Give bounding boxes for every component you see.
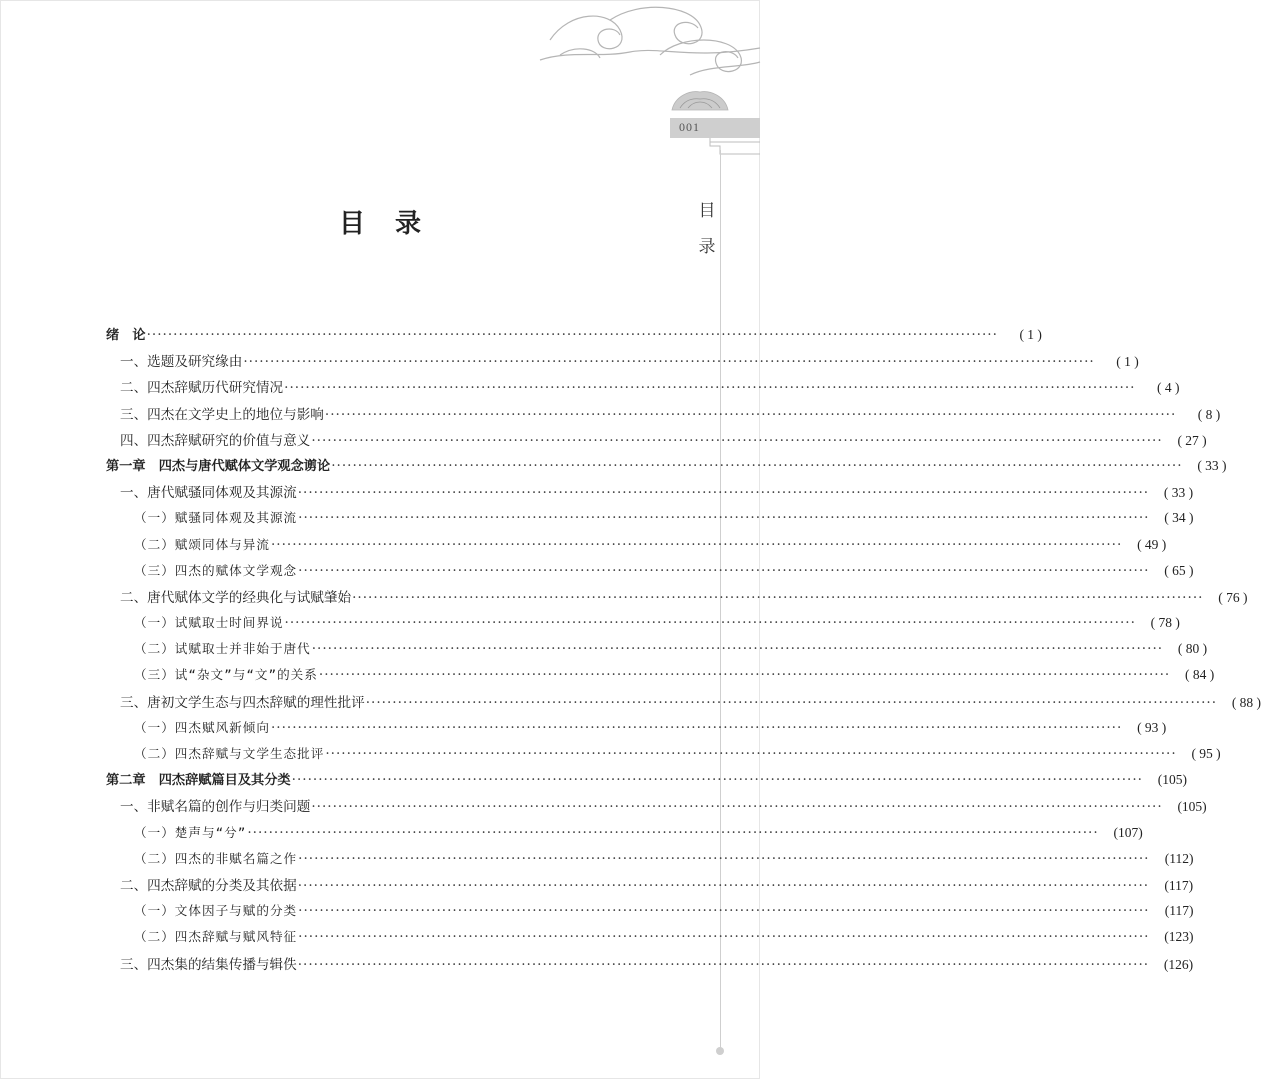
dot-leader: ································································································································································: [298, 562, 1150, 579]
toc-entry-page: ( 65 ): [1164, 562, 1194, 578]
dot-leader: ································································································································································: [352, 589, 1204, 606]
toc-entry-page: ( 78 ): [1150, 615, 1180, 631]
toc-entry[interactable]: [106, 691, 1261, 717]
toc-entry-label: （二）试赋取士并非始于唐代: [134, 641, 311, 657]
toc-entry[interactable]: [106, 429, 1207, 455]
dot-leader: ································································································································································: [311, 432, 1163, 449]
toc-entry-page: ( 49 ): [1137, 536, 1167, 552]
toc-entry-page: ( 95 ): [1191, 746, 1221, 761]
toc-entry-page: ( 80 ): [1177, 641, 1208, 657]
page-title: 目录: [338, 209, 451, 239]
toc-entry-label: （一）四杰赋风新倾向: [134, 719, 270, 735]
toc-entry-label: 二、四杰辞赋历代研究情况: [120, 380, 284, 397]
toc-entry-page: ( 34 ): [1164, 510, 1194, 526]
toc-entry-page: ( 33 ): [1197, 457, 1227, 473]
toc-entry-label: 二、四杰辞赋的分类及其依据: [120, 877, 297, 894]
toc-entry-page: ( 88 ): [1231, 694, 1261, 710]
toc-entry-label: 三、四杰集的结集传播与辑佚: [120, 956, 297, 973]
toc-entry-page: ( 4 ): [1157, 380, 1180, 396]
toc-entry[interactable]: [106, 953, 1194, 979]
dot-leader: ································································································································································: [297, 956, 1150, 973]
dot-leader: ································································································································································: [243, 354, 1095, 371]
toc-entry[interactable]: [106, 455, 1227, 481]
toc-entry-page: (123): [1164, 929, 1194, 945]
toc-entry[interactable]: [106, 560, 1194, 586]
running-header-char: 目: [698, 201, 716, 221]
toc-entry-label: 一、唐代赋骚同体观及其源流: [120, 485, 297, 502]
dot-leader: ································································································································································: [247, 824, 1099, 841]
toc-entry[interactable]: [106, 350, 1139, 376]
dot-leader: ································································································································································: [318, 667, 1171, 684]
toc-entry-label: 绪 论: [106, 328, 146, 343]
dot-leader: ································································································································································: [298, 929, 1150, 946]
table-of-contents: [106, 324, 1261, 979]
toc-entry-page: (107): [1113, 824, 1143, 840]
toc-entry[interactable]: [106, 664, 1215, 690]
toc-entry-label: 二、唐代赋体文学的经典化与试赋肇始: [120, 589, 352, 606]
toc-entry[interactable]: [106, 717, 1167, 743]
tab-bracket-ornament: [700, 136, 760, 156]
toc-entry-label: （一）赋骚同体观及其源流: [134, 510, 298, 526]
toc-entry-page: ( 76 ): [1218, 589, 1248, 605]
toc-entry-page: ( 27 ): [1177, 432, 1207, 448]
toc-entry[interactable]: [106, 848, 1194, 874]
toc-entry-label: （三）四杰的赋体文学观念: [134, 562, 298, 578]
toc-entry-page: ( 93 ): [1137, 719, 1167, 735]
toc-entry[interactable]: [106, 900, 1194, 926]
toc-entry-label: （一）试赋取士时间界说: [134, 615, 284, 631]
toc-entry-label: （二）四杰的非赋名篇之作: [134, 850, 298, 866]
toc-entry-page: (126): [1163, 956, 1194, 972]
dot-leader: ································································································································································: [298, 510, 1150, 527]
toc-entry[interactable]: [106, 743, 1221, 769]
toc-entry-page: ( 1 ): [1019, 327, 1042, 342]
dot-leader: ································································································································································: [298, 850, 1150, 867]
toc-entry-label: 四、四杰辞赋研究的价值与意义: [120, 432, 311, 449]
toc-entry-page: (117): [1164, 877, 1194, 893]
toc-entry[interactable]: [106, 534, 1167, 560]
toc-entry-label: （一）楚声与“兮”: [134, 824, 247, 840]
toc-entry-label: 第一章 四杰与唐代赋体文学观念谫论: [106, 458, 331, 474]
toc-entry-label: （二）四杰辞赋与文学生态批评: [134, 746, 325, 761]
dot-leader: ································································································································································: [331, 457, 1183, 474]
dot-leader: ································································································································································: [297, 485, 1150, 502]
toc-entry-page: ( 84 ): [1185, 667, 1215, 683]
toc-entry[interactable]: [106, 926, 1194, 952]
toc-entry-label: 三、唐初文学生态与四杰辞赋的理性批评: [120, 694, 365, 711]
toc-entry[interactable]: [106, 822, 1143, 848]
toc-entry-page: (105): [1157, 772, 1187, 788]
dot-leader: ································································································································································: [324, 406, 1177, 423]
toc-entry-label: （二）赋颂同体与异流: [134, 536, 270, 552]
toc-entry[interactable]: [106, 638, 1208, 664]
dot-leader: ································································································································································: [325, 746, 1177, 762]
dot-leader: ································································································································································: [311, 799, 1163, 816]
toc-entry-label: 三、四杰在文学史上的地位与影响: [120, 406, 324, 423]
dot-leader: ································································································································································: [291, 772, 1143, 789]
margin-rule-end-dot: [716, 1047, 724, 1055]
dot-leader: ································································································································································: [284, 615, 1136, 632]
dot-leader: ································································································································································: [284, 380, 1136, 397]
toc-entry-page: (105): [1177, 799, 1207, 815]
toc-entry-label: 第二章 四杰辞赋篇目及其分类: [106, 773, 291, 789]
toc-entry-label: 一、非赋名篇的创作与归类问题: [120, 799, 311, 816]
toc-entry-label: （一）文体因子与赋的分类: [134, 903, 298, 919]
toc-entry[interactable]: [106, 507, 1194, 533]
toc-entry[interactable]: [106, 874, 1194, 900]
toc-entry[interactable]: [106, 324, 1042, 350]
dot-leader: ································································································································································: [297, 877, 1150, 894]
dot-leader: ································································································································································: [146, 327, 998, 343]
dot-leader: ································································································································································: [270, 536, 1123, 553]
toc-entry-label: （二）四杰辞赋与赋风特征: [134, 929, 298, 945]
toc-entry-page: ( 8 ): [1197, 406, 1221, 422]
toc-entry[interactable]: [106, 769, 1187, 795]
toc-entry[interactable]: [106, 586, 1248, 612]
toc-entry[interactable]: [106, 481, 1194, 507]
toc-entry-label: 一、选题及研究缘由: [120, 354, 243, 371]
cloud-ornament: [540, 0, 760, 118]
toc-entry-page: (117): [1164, 903, 1194, 919]
toc-entry[interactable]: [106, 376, 1180, 402]
dot-leader: ································································································································································: [365, 694, 1218, 711]
toc-entry[interactable]: [106, 403, 1221, 429]
toc-entry[interactable]: [106, 795, 1207, 821]
running-header-char: 录: [698, 237, 716, 257]
dot-leader: ································································································································································: [270, 719, 1123, 736]
page-number: 001: [679, 120, 700, 134]
toc-entry-page: ( 33 ): [1163, 485, 1194, 501]
toc-entry[interactable]: [106, 612, 1180, 638]
toc-entry-page: ( 1 ): [1116, 354, 1139, 370]
toc-entry-page: (112): [1164, 850, 1194, 866]
dot-leader: ································································································································································: [311, 641, 1164, 658]
dot-leader: ································································································································································: [298, 903, 1150, 920]
toc-entry-label: （三）试“杂文”与“文”的关系: [134, 667, 318, 683]
